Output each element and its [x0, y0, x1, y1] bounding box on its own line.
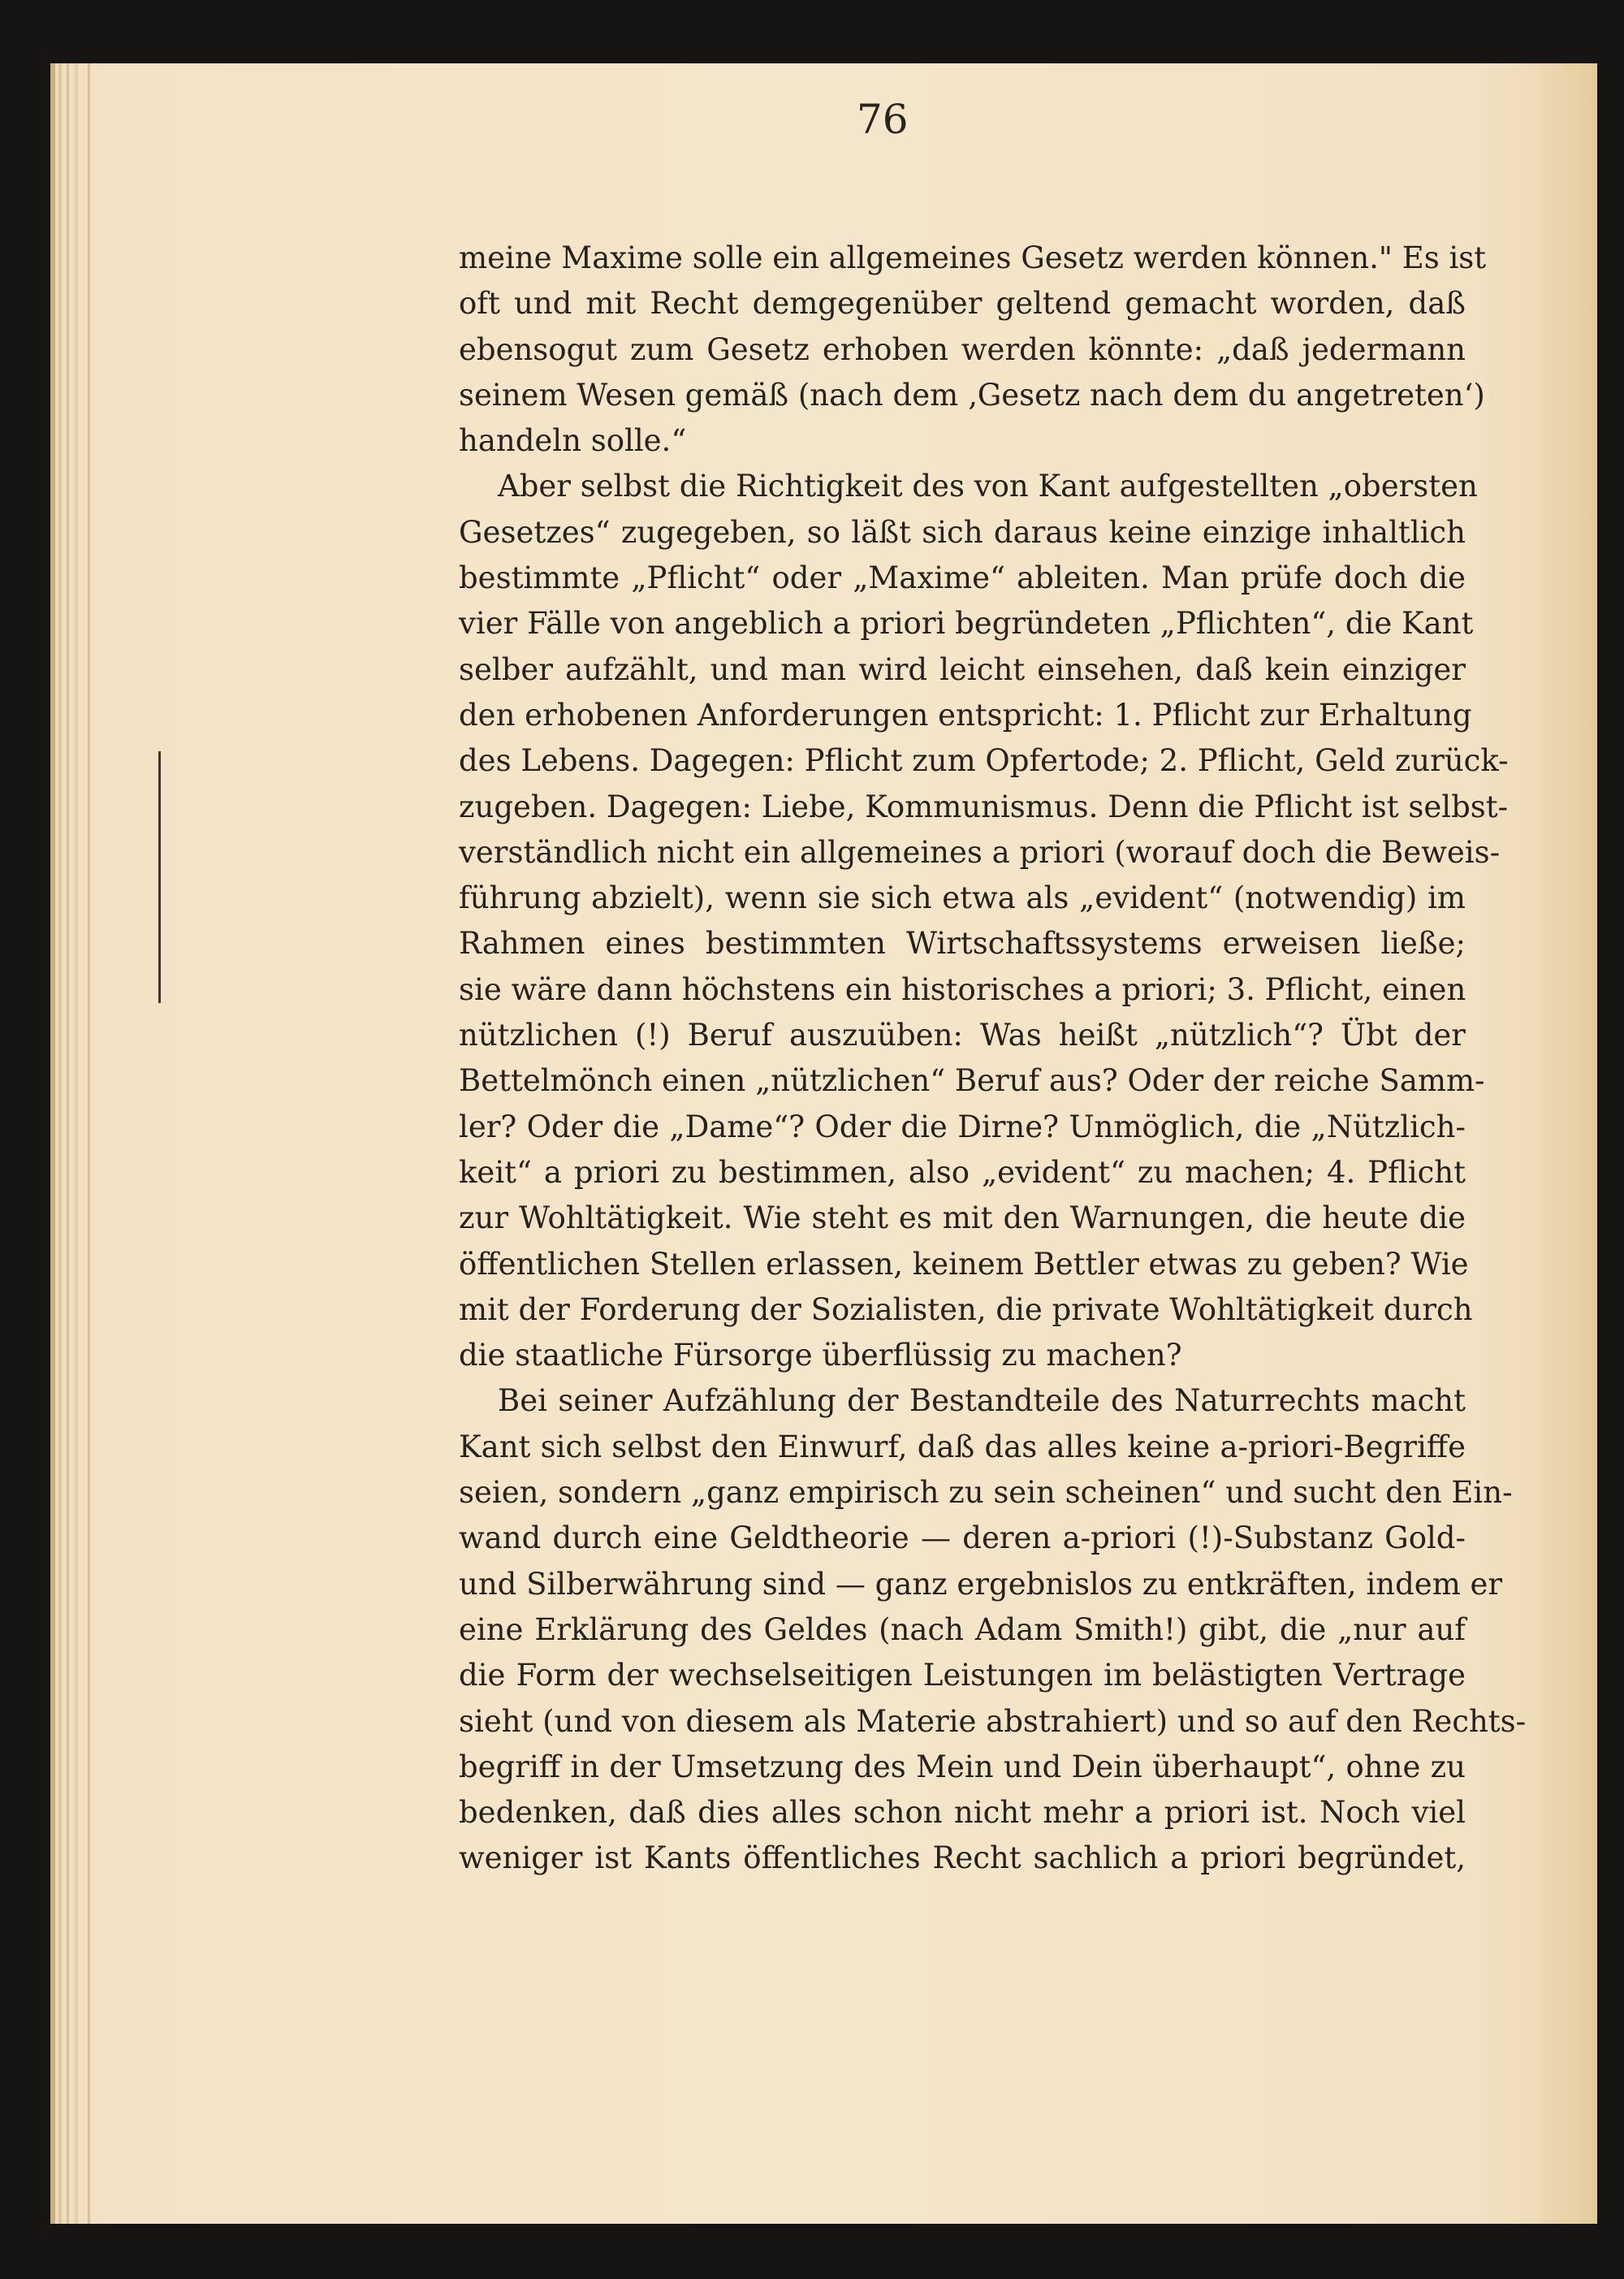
text-line: bedenken, daß dies alles schon nicht mehr a priori ist. Noch viel — [459, 1795, 1466, 1831]
text-line: selber aufzählt, und man wird leicht einsehen, daß kein einziger — [459, 651, 1466, 687]
text-line: bestimmte „Pflicht“ oder „Maxime“ ableiten. Man prüfe doch die — [459, 560, 1466, 596]
text-line: Rahmen eines bestimmten Wirtschaftssystems erweisen ließe; — [459, 926, 1466, 962]
page-edge — [50, 63, 55, 2224]
text-line: Bettelmönch einen „nützlichen“ Beruf aus? Oder der reiche Samm- — [459, 1063, 1485, 1099]
text-line: zur Wohltätigkeit. Wie steht es mit den Warnungen, die heute die — [459, 1200, 1466, 1236]
text-line: öffentlichen Stellen erlassen, keinem Bettler etwas zu geben? Wie — [459, 1246, 1469, 1282]
text-line: den erhobenen Anforderungen entspricht: 1. Pflicht zur Erhaltung — [459, 697, 1472, 733]
text-line: verständlich nicht ein allgemeines a priori (worauf doch die Beweis- — [459, 834, 1501, 870]
page-edge — [58, 63, 62, 2224]
text-line: seinem Wesen gemäß (nach dem ‚Gesetz nach dem du angetreten‘) — [459, 377, 1485, 413]
text-line: begriff in der Umsetzung des Mein und Dein überhaupt“, ohne zu — [459, 1749, 1466, 1784]
page-gutter-shade — [1532, 63, 1597, 2224]
page-edge — [88, 63, 90, 2224]
text-line: nützlichen (!) Beruf auszuüben: Was heißt „nützlich“? Übt der — [459, 1018, 1466, 1053]
text-line: zugeben. Dagegen: Liebe, Kommunismus. Denn die Pflicht ist selbst- — [459, 789, 1509, 824]
text-line: vier Fälle von angeblich a priori begründeten „Pflichten“, die Kant — [459, 606, 1474, 642]
text-line: weniger ist Kants öffentliches Recht sachlich a priori begründet, — [459, 1840, 1466, 1876]
text-line: ler? Oder die „Dame“? Oder die Dirne? Unmöglich, die „Nützlich- — [459, 1109, 1466, 1144]
text-line: wand durch eine Geldtheorie — deren a-priori (!)-Substanz Gold- — [459, 1520, 1466, 1556]
margin-rule — [158, 751, 161, 1003]
text-line: Gesetzes“ zugegeben, so läßt sich daraus keine einzige inhaltlich — [459, 514, 1466, 550]
text-line: führung abzielt), wenn sie sich etwa als „evident“ (notwendig) im — [459, 880, 1466, 916]
text-line: Bei seiner Aufzählung der Bestandteile des Naturrechts macht — [498, 1383, 1466, 1419]
text-line: und Silberwährung sind — ganz ergebnislos zu entkräften, indem er — [459, 1566, 1503, 1602]
text-line: ebensogut zum Gesetz erhoben werden könnte: „daß jedermann — [459, 331, 1466, 367]
text-line: sieht (und von diesem als Materie abstrahiert) und so auf den Rechts- — [459, 1703, 1527, 1739]
text-line: seien, sondern „ganz empirisch zu sein scheinen“ und sucht den Ein- — [459, 1475, 1513, 1511]
text-line: des Lebens. Dagegen: Pflicht zum Opfertode; 2. Pflicht, Geld zurück- — [459, 743, 1509, 779]
text-line: mit der Forderung der Sozialisten, die private Wohltätigkeit durch — [459, 1291, 1473, 1327]
page-edge — [67, 63, 69, 2224]
text-line: Kant sich selbst den Einwurf, daß das alles keine a-priori-Begriffe — [459, 1429, 1466, 1464]
text-line: Aber selbst die Richtigkeit des von Kant aufgestellten „obersten — [498, 469, 1478, 504]
text-line: meine Maxime solle ein allgemeines Gesetz werden können." Es ist — [459, 240, 1487, 275]
page-number: 76 — [857, 96, 909, 143]
text-line: sie wäre dann höchstens ein historisches a priori; 3. Pflicht, einen — [459, 971, 1466, 1007]
body-text — [459, 236, 1527, 1882]
text-line: keit“ a priori zu bestimmen, also „evident“ zu machen; 4. Pflicht — [459, 1154, 1466, 1190]
page-edge — [75, 63, 78, 2224]
text-line: die Form der wechselseitigen Leistungen im belästigten Vertrage — [459, 1658, 1466, 1693]
text-line: oft und mit Recht demgegenüber geltend gemacht worden, daß — [459, 286, 1466, 322]
text-line: die staatliche Fürsorge überflüssig zu machen? — [459, 1338, 1182, 1373]
text-line: eine Erklärung des Geldes (nach Adam Smith!) gibt, die „nur auf — [459, 1611, 1466, 1647]
text-line: handeln solle.“ — [459, 423, 687, 459]
